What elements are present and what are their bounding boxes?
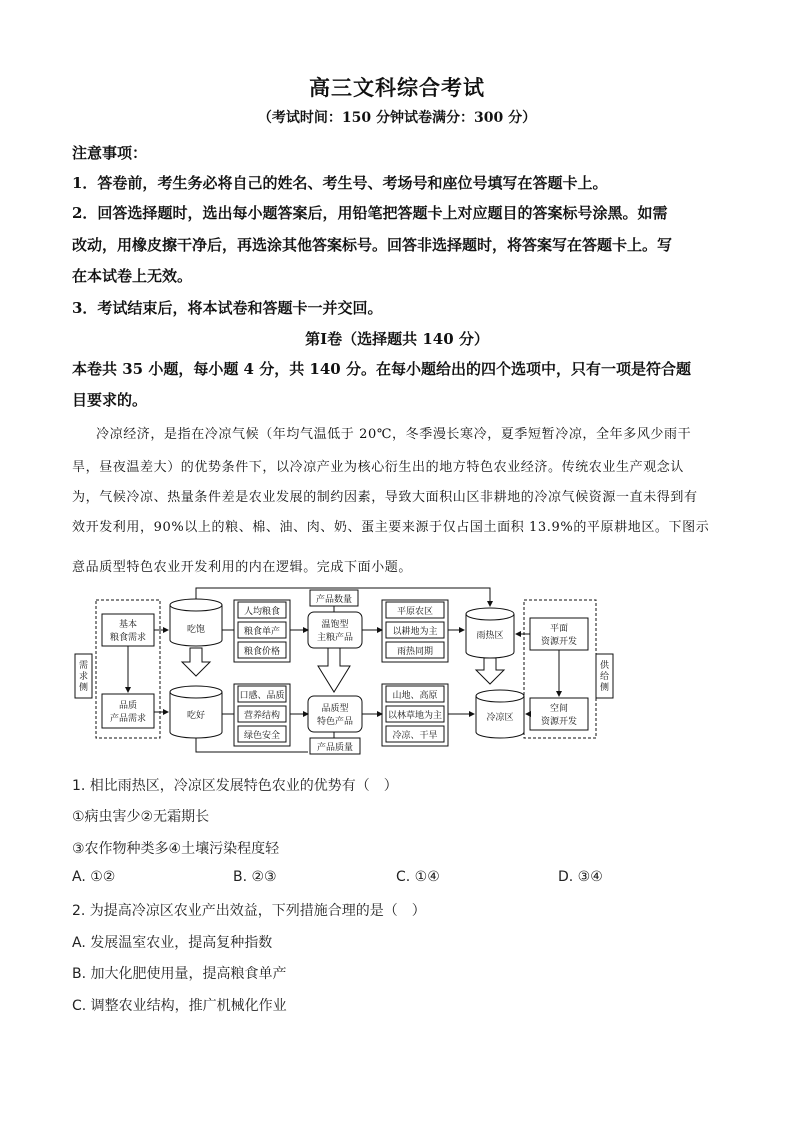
part-one-title: 第Ⅰ卷（选择题共 140 分） <box>305 330 489 348</box>
bottom-factor-2: 营养结构 <box>243 711 281 721</box>
note-item-3: 3．考试结束后，将本试卷和答题卡一并交回。 <box>72 299 383 317</box>
warm-zone-label: 雨热区 <box>476 631 504 641</box>
passage-line-2: 旱，昼夜温差大）的优势条件下，以冷凉产业为核心衍生出的地方特色农业经济。传统农业生产观念认 <box>72 460 685 475</box>
plane-dev-line-1: 平面 <box>549 624 569 634</box>
question-2-stem: 2. 为提高冷凉区农业产出效益，下列措施合理的是（ ） <box>72 903 426 919</box>
question-1-option-c: C. ①④ <box>396 869 440 885</box>
page-title: 高三文科综合考试 <box>309 75 485 100</box>
passage-line-3: 为，气候冷凉、热量条件差是农业发展的制约因素，导致大面积山区非耕地的冷凉气候资源一直未得到有 <box>72 490 698 505</box>
note-item-1: 1．答卷前，考生务必将自己的姓名、考生号、考场号和座位号填写在答题卡上。 <box>72 174 608 192</box>
basic-need-line-1: 基本 <box>118 620 138 630</box>
eat-full-label: 吃饱 <box>186 625 206 635</box>
product-quantity-label: 产品数量 <box>315 595 353 605</box>
demand-side-char-1: 需 <box>78 661 89 671</box>
note-item-2-line-1: 2．回答选择题时，选出每小题答案后，用铅笔把答题卡上对应题目的答案标号涂黑。如需 <box>72 204 668 222</box>
passage-line-5: 意品质型特色农业开发利用的内在逻辑。完成下面小题。 <box>72 560 413 575</box>
warm-type-line-1: 温饱型 <box>321 620 349 630</box>
notes-heading: 注意事项： <box>72 144 148 162</box>
down-arrow-right <box>476 658 504 684</box>
part-one-intro-line-1: 本卷共 35 小题，每小题 4 分，共 140 分。在每小题给出的四个选项中，只有一项是符合题 <box>72 360 691 378</box>
space-dev-line-2: 资源开发 <box>540 717 578 727</box>
bottom-factor-1: 口感、品质 <box>239 691 285 701</box>
question-1-option-d: D. ③④ <box>558 869 603 885</box>
question-1-statements-2: ③农作物种类多④土壤污染程度轻 <box>72 841 280 857</box>
space-dev-line-1: 空间 <box>549 704 569 714</box>
product-quality-label: 产品质量 <box>316 743 354 753</box>
passage-line-1: 冷凉经济，是指在冷凉气候（年均气温低于 20℃，冬季漫长寒冷，夏季短暂冷凉，全年多风少雨干 <box>96 427 692 442</box>
top-factor-1: 人均粮食 <box>243 607 281 617</box>
top-factor-3: 粮食价格 <box>243 647 281 657</box>
question-2-option-a: A. 发展温室农业，提高复种指数 <box>72 935 273 951</box>
top-condition-1: 平原农区 <box>396 607 434 617</box>
top-factor-2: 粮食单产 <box>243 627 281 637</box>
down-arrow-middle <box>318 648 350 692</box>
question-1-stem: 1. 相比雨热区，冷凉区发展特色农业的优势有（ ） <box>72 778 398 794</box>
quality-type-line-1: 品质型 <box>321 704 349 714</box>
note-item-2-line-2: 改动，用橡皮擦干净后，再选涂其他答案标号。回答非选择题时，将答案写在答题卡上。写 <box>72 236 673 254</box>
plane-dev-line-2: 资源开发 <box>540 637 578 647</box>
supply-side-char-2: 给 <box>599 672 610 682</box>
agriculture-logic-diagram <box>72 582 632 758</box>
basic-need-line-2: 粮食需求 <box>109 633 147 643</box>
part-one-intro-line-2: 目要求的。 <box>72 391 148 409</box>
bottom-factor-3: 绿色安全 <box>243 731 281 741</box>
question-1-statements-1: ①病虫害少②无霜期长 <box>72 809 210 825</box>
note-item-2-line-3: 在本试卷上无效。 <box>72 267 193 285</box>
bottom-condition-1: 山地、高原 <box>392 691 438 701</box>
quality-need-line-2: 产品需求 <box>109 714 147 724</box>
supply-side-char-1: 供 <box>599 661 610 671</box>
bottom-condition-2: 以林草地为主 <box>387 711 443 721</box>
quality-type-line-2: 特色产品 <box>316 717 354 727</box>
question-1-option-a: A. ①② <box>72 869 116 885</box>
question-2-option-c: C. 调整农业结构，推广机械化作业 <box>72 998 287 1014</box>
eat-well-label: 吃好 <box>186 711 206 721</box>
question-1-option-b: B. ②③ <box>233 869 277 885</box>
demand-side-char-2: 求 <box>78 672 89 682</box>
quality-need-line-1: 品质 <box>118 701 138 711</box>
exam-time-info: （考试时间：150 分钟试卷满分：300 分） <box>257 110 537 126</box>
demand-side-char-3: 侧 <box>78 683 89 693</box>
top-condition-2: 以耕地为主 <box>392 627 438 637</box>
cool-zone-label: 冷凉区 <box>486 713 514 723</box>
down-arrow-left <box>182 648 210 676</box>
warm-type-line-2: 主粮产品 <box>316 633 354 643</box>
supply-side-char-3: 侧 <box>599 683 610 693</box>
question-2-option-b: B. 加大化肥使用量，提高粮食单产 <box>72 966 287 982</box>
bottom-condition-3: 冷凉、干旱 <box>392 731 438 741</box>
top-condition-3: 雨热同期 <box>396 647 434 657</box>
passage-line-4: 效开发利用，90%以上的粮、棉、油、肉、奶、蛋主要来源于仅占国土面积 13.9%的平原耕地区。下图示 <box>72 520 710 535</box>
